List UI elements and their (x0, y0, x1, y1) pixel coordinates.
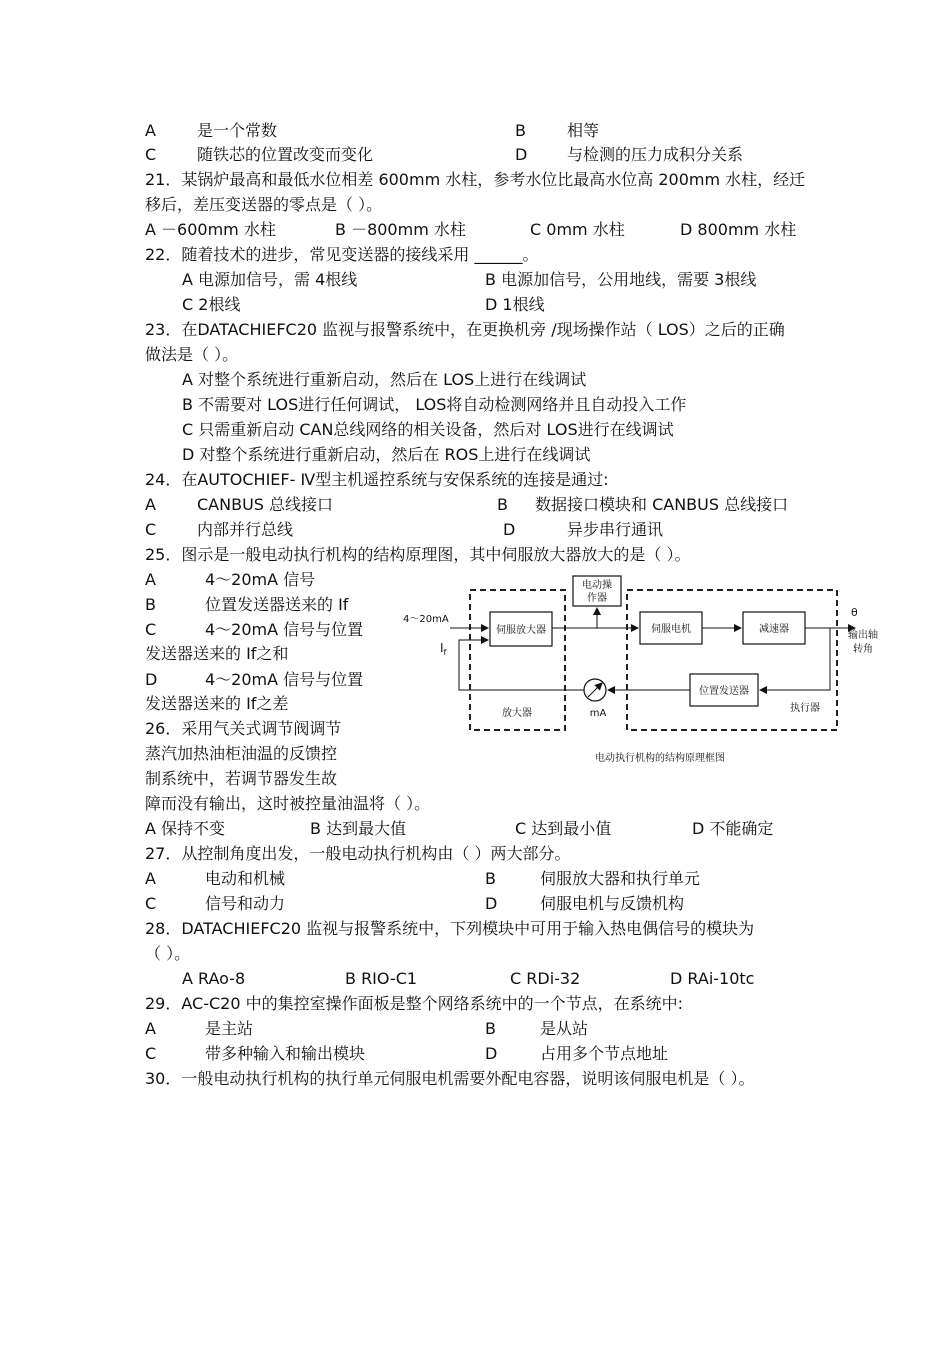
text-line: A 保持不变 (145, 819, 226, 838)
text-line: D (515, 145, 528, 164)
text-line: 数据接口模块和 CANBUS 总线接口 (535, 495, 789, 514)
text-line: A (145, 1019, 156, 1038)
text-line: 障而没有输出，这时被控量油温将（ ）。 (145, 794, 431, 813)
text-line: 23．在DATACHIEFC20 监视与报警系统中，在更换机旁 /现场操作站（ LOS）之后的正确 (145, 320, 785, 339)
text-line: 22．随着技术的进步，常见变送器的接线采用 ______。 (145, 245, 539, 264)
text-line: C 只需重新启动 CAN总线网络的相关设备，然后对 LOS进行在线调试 (182, 420, 674, 439)
text-line: C (145, 1044, 157, 1063)
text-line: A 电源加信号，需 4根线 (182, 270, 358, 289)
text-line: C 达到最小值 (515, 819, 612, 838)
reducer-label: 减速器 (759, 624, 789, 635)
diagram-caption: 电动执行机构的结构原理框图 (595, 753, 725, 764)
text-line: A 对整个系统进行重新启动，然后在 LOS上进行在线调试 (182, 370, 587, 389)
text-line: 带多种输入和输出模块 (205, 1044, 366, 1063)
servo-motor-label: 伺服电机 (651, 624, 691, 635)
text-line: B RIO-C1 (345, 969, 418, 988)
text-line: A －600mm 水柱 (145, 220, 276, 239)
operator-label-2: 作器 (587, 593, 607, 604)
text-line: 相等 (567, 121, 600, 140)
text-line: B －800mm 水柱 (335, 220, 466, 239)
text-line: B 不需要对 LOS进行任何调试， LOS将自动检测网络并且自动投入工作 (182, 395, 687, 414)
text-line: D (485, 894, 498, 913)
text-line: 移后，差压变送器的零点是（ ）。 (145, 195, 383, 214)
text-line: C 0mm 水柱 (530, 220, 625, 239)
position-transmitter-label: 位置发送器 (699, 686, 749, 697)
text-line: 25．图示是一般电动执行机构的结构原理图，其中伺服放大器放大的是（ ）。 (145, 545, 691, 564)
output-label-1: 输出轴 (848, 630, 878, 641)
text-line: B (515, 121, 526, 140)
text-line: （ ）。 (145, 944, 191, 963)
text-line: B (485, 1019, 496, 1038)
text-line: 异步串行通讯 (567, 520, 664, 539)
text-line: A (145, 570, 156, 589)
text-line: 制系统中，若调节器发生故 (145, 769, 338, 788)
servo-amplifier-label: 伺服放大器 (496, 625, 546, 636)
actuator-block-diagram (395, 570, 895, 770)
text-line: D RAi-10tc (670, 969, 755, 988)
text-line: 21．某锅炉最高和最低水位相差 600mm 水柱，参考水位比最高水位高 200mm 水柱，经迁 (145, 170, 806, 189)
actuator-group-label: 执行器 (790, 703, 820, 714)
output-label-2: 转角 (853, 644, 873, 655)
text-line: 与检测的压力成积分关系 (567, 145, 744, 164)
text-line: B 达到最大值 (310, 819, 407, 838)
text-line: 电动和机械 (205, 869, 286, 888)
text-line: 信号和动力 (205, 894, 286, 913)
meter-label: mA (589, 708, 607, 719)
amplifier-group-label: 放大器 (502, 708, 532, 719)
text-line: 内部并行总线 (197, 520, 294, 539)
text-line: B (497, 495, 508, 514)
input-label: 4～20mA (403, 614, 449, 625)
text-line: 随铁芯的位置改变而变化 (197, 145, 374, 164)
text-line: 发送器送来的 If之差 (145, 694, 289, 713)
text-line: A (145, 869, 156, 888)
text-line: B 电源加信号，公用地线，需要 3根线 (485, 270, 757, 289)
text-line: 4～20mA 信号与位置 (205, 620, 364, 639)
output-symbol: θ (851, 606, 858, 619)
feedback-label: $I_f$ (440, 641, 447, 657)
text-line: A (145, 495, 156, 514)
text-line: D 不能确定 (692, 819, 774, 838)
text-line: 蒸汽加热油柜油温的反馈控 (145, 744, 338, 763)
text-line: A (145, 121, 156, 140)
text-line: 27．从控制角度出发，一般电动执行机构由（ ）两大部分。 (145, 844, 571, 863)
text-line: 伺服电机与反馈机构 (540, 894, 685, 913)
text-line: D (145, 670, 158, 689)
text-line: 4～20mA 信号与位置 (205, 670, 364, 689)
text-line: 发送器送来的 If之和 (145, 644, 289, 663)
text-line: C RDi-32 (510, 969, 581, 988)
text-line: 做法是（ ）。 (145, 345, 239, 364)
text-line: 29．AC-C20 中的集控室操作面板是整个网络系统中的一个节点，在系统中: (145, 994, 683, 1013)
text-line: D (503, 520, 516, 539)
text-line: A RAo-8 (182, 969, 246, 988)
text-line: 是主站 (205, 1019, 254, 1038)
text-line: B (485, 869, 496, 888)
text-line: 30．一般电动执行机构的执行单元伺服电机需要外配电容器，说明该伺服电机是（ ）。 (145, 1069, 755, 1088)
text-line: D 对整个系统进行重新启动，然后在 ROS上进行在线调试 (182, 445, 591, 464)
text-line: C (145, 145, 157, 164)
text-line: 4～20mA 信号 (205, 570, 316, 589)
text-line: D 1根线 (485, 295, 545, 314)
text-line: 是从站 (540, 1019, 589, 1038)
text-line: CANBUS 总线接口 (197, 495, 334, 514)
operator-label-1: 电动操 (582, 580, 612, 591)
text-line: 是一个常数 (197, 121, 278, 140)
text-line: 占用多个节点地址 (540, 1044, 669, 1063)
text-line: C 2根线 (182, 295, 241, 314)
text-line: D 800mm 水柱 (680, 220, 797, 239)
text-line: 26．采用气关式调节阀调节 (145, 719, 342, 738)
text-line: 伺服放大器和执行单元 (540, 869, 701, 888)
text-line: B (145, 595, 156, 614)
text-line: C (145, 894, 157, 913)
text-line: C (145, 620, 157, 639)
text-line: D (485, 1044, 498, 1063)
text-line: C (145, 520, 157, 539)
text-line: 24．在AUTOCHIEF- Ⅳ型主机遥控系统与安保系统的连接是通过: (145, 470, 609, 489)
text-line: 28．DATACHIEFC20 监视与报警系统中，下列模块中可用于输入热电偶信号的模块为 (145, 919, 755, 938)
text-line: 位置发送器送来的 If (205, 595, 349, 614)
